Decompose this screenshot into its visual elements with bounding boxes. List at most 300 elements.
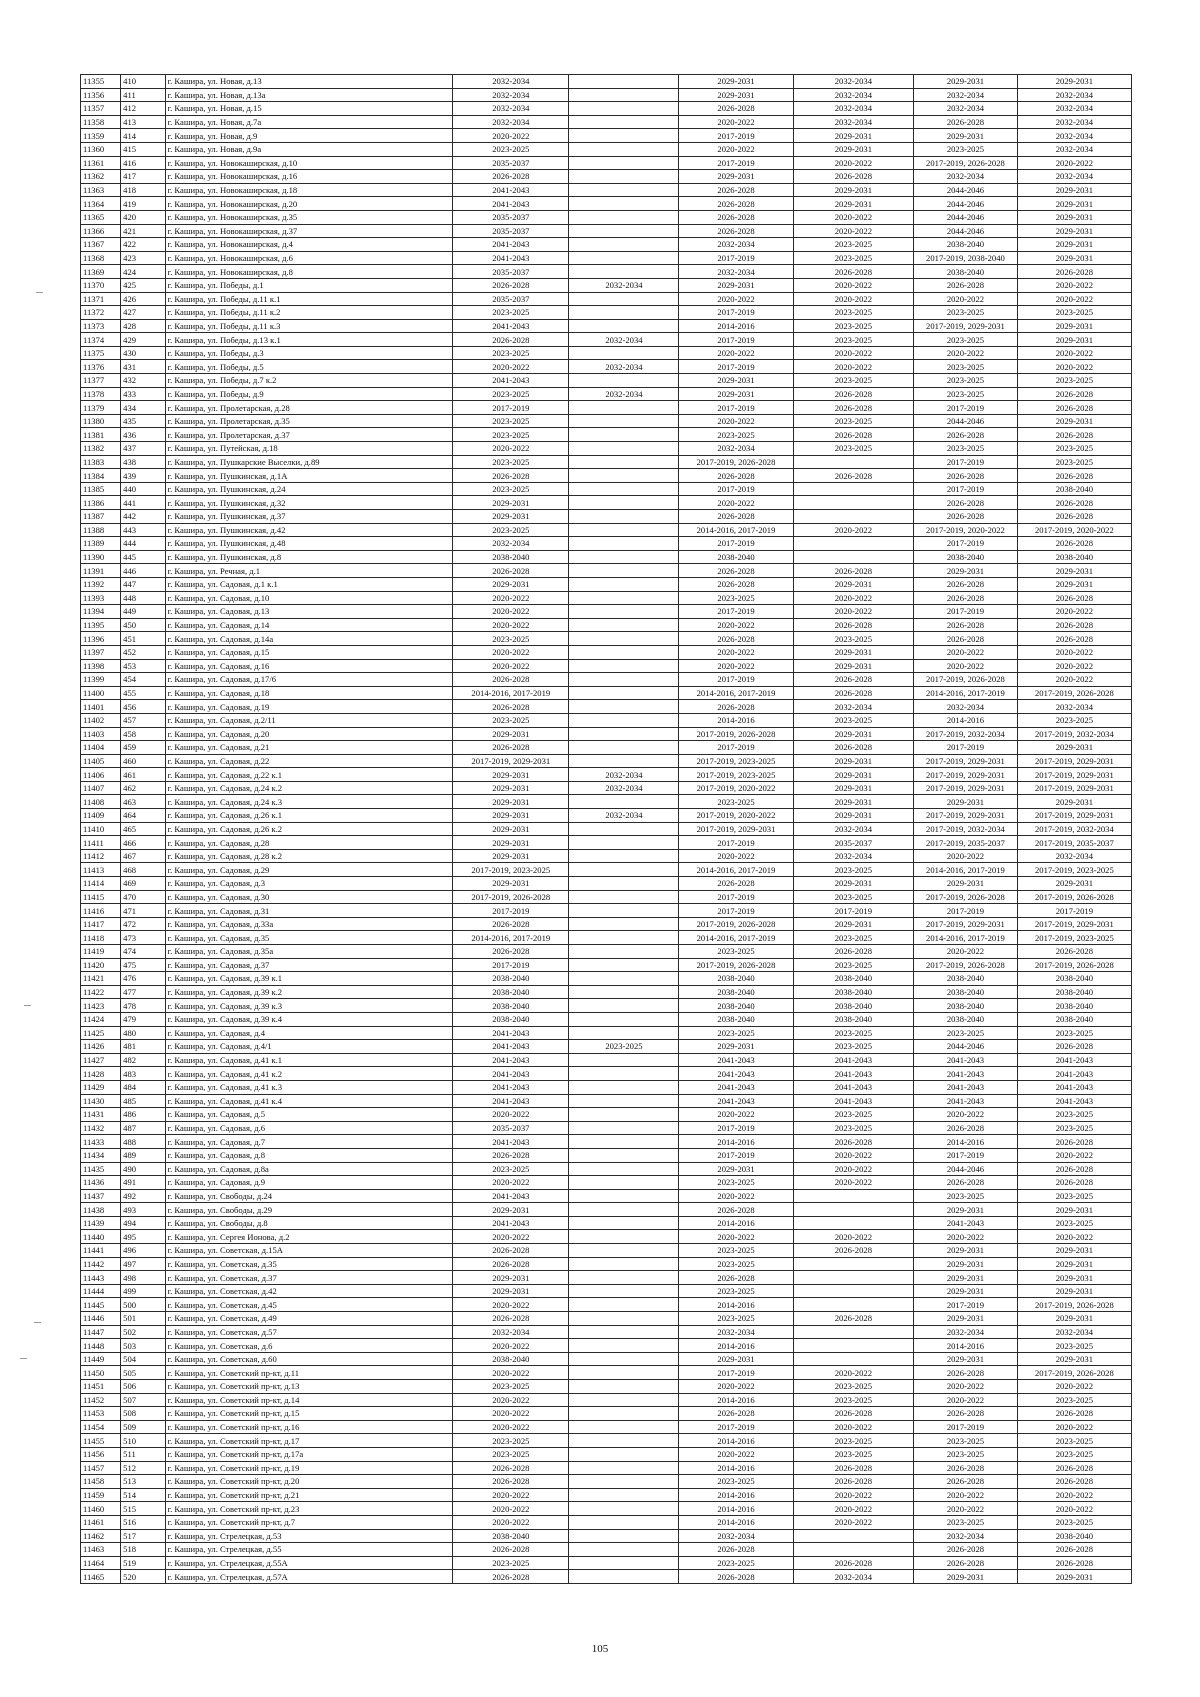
table-row [81,700,1132,714]
cell-period-col-9: 2038-2040 [1017,999,1131,1013]
cell-item-number: 431 [121,360,165,374]
cell-row-number: 11417 [81,917,121,931]
cell-period-col-7 [793,1257,914,1271]
cell-period-col-5 [569,1108,679,1122]
cell-period-col-7: 2026-2028 [793,428,914,442]
table-row [81,1121,1132,1135]
cell-period-col-5 [569,115,679,129]
cell-period-col-9: 2020-2022 [1017,360,1131,374]
cell-period-col-8: 2017-2019, 2029-2031 [914,781,1018,795]
table-row [81,469,1132,483]
cell-period-col-4: 2026-2028 [453,945,569,959]
cell-period-col-6: 2041-2043 [679,1053,793,1067]
cell-item-number: 444 [121,537,165,551]
cell-period-col-6: 2026-2028 [679,469,793,483]
cell-period-col-8: 2032-2034 [914,88,1018,102]
cell-item-number: 452 [121,645,165,659]
cell-row-number: 11375 [81,346,121,360]
cell-item-number: 451 [121,632,165,646]
cell-address: г. Кашира, ул. Советская, д.57 [165,1325,453,1339]
cell-period-col-8: 2023-2025 [914,1026,1018,1040]
cell-period-col-4: 2035-2037 [453,156,569,170]
cell-item-number: 486 [121,1108,165,1122]
cell-period-col-6: 2038-2040 [679,972,793,986]
cell-period-col-8: 2029-2031 [914,1257,1018,1271]
cell-item-number: 516 [121,1515,165,1529]
cell-row-number: 11452 [81,1393,121,1407]
cell-period-col-7: 2029-2031 [793,877,914,891]
cell-period-col-9: 2017-2019 [1017,904,1131,918]
cell-period-col-7 [793,1543,914,1557]
table-row [81,605,1132,619]
cell-item-number: 425 [121,278,165,292]
cell-period-col-9: 2026-2028 [1017,401,1131,415]
table-row [81,360,1132,374]
cell-period-col-6: 2014-2016 [679,1461,793,1475]
cell-period-col-9: 2017-2019, 2023-2025 [1017,931,1131,945]
scan-margin-mark [36,292,43,293]
cell-period-col-8: 2026-2028 [914,115,1018,129]
table-row [81,1135,1132,1149]
cell-address: г. Кашира, ул. Победы, д.13 к.1 [165,333,453,347]
cell-period-col-5 [569,1407,679,1421]
cell-period-col-8: 2032-2034 [914,1325,1018,1339]
cell-period-col-6: 2017-2019, 2026-2028 [679,727,793,741]
cell-period-col-7: 2041-2043 [793,1053,914,1067]
cell-period-col-5 [569,1543,679,1557]
cell-period-col-4: 2026-2028 [453,1312,569,1326]
cell-period-col-8: 2017-2019 [914,1148,1018,1162]
table-row [81,890,1132,904]
cell-row-number: 11440 [81,1230,121,1244]
table-row [81,387,1132,401]
cell-row-number: 11411 [81,836,121,850]
cell-row-number: 11450 [81,1366,121,1380]
table-row [81,1339,1132,1353]
cell-period-col-9: 2020-2022 [1017,1420,1131,1434]
cell-address: г. Кашира, ул. Садовая, д.13 [165,605,453,619]
cell-item-number: 440 [121,482,165,496]
cell-item-number: 488 [121,1135,165,1149]
cell-period-col-7: 2020-2022 [793,591,914,605]
cell-period-col-9: 2023-2025 [1017,1189,1131,1203]
cell-item-number: 497 [121,1257,165,1271]
cell-address: г. Кашира, ул. Путейская, д.18 [165,442,453,456]
cell-period-col-9: 2041-2043 [1017,1053,1131,1067]
cell-period-col-8: 2029-2031 [914,1244,1018,1258]
cell-address: г. Кашира, ул. Советский пр-кт, д.14 [165,1393,453,1407]
cell-period-col-7: 2023-2025 [793,1121,914,1135]
cell-address: г. Кашира, ул. Садовая, д.39 к.4 [165,1012,453,1026]
cell-period-col-6: 2017-2019 [679,1366,793,1380]
cell-row-number: 11385 [81,482,121,496]
cell-row-number: 11412 [81,849,121,863]
cell-period-col-6: 2023-2025 [679,1556,793,1570]
cell-period-col-6: 2023-2025 [679,1244,793,1258]
cell-row-number: 11363 [81,183,121,197]
cell-row-number: 11437 [81,1189,121,1203]
cell-period-col-7: 2038-2040 [793,1012,914,1026]
cell-period-col-4: 2023-2025 [453,387,569,401]
cell-period-col-6: 2038-2040 [679,999,793,1013]
cell-row-number: 11365 [81,210,121,224]
cell-period-col-6: 2026-2028 [679,102,793,116]
cell-period-col-7 [793,1529,914,1543]
cell-item-number: 476 [121,972,165,986]
cell-period-col-5: 2032-2034 [569,278,679,292]
cell-period-col-5 [569,1325,679,1339]
cell-period-col-9: 2017-2019, 2032-2034 [1017,727,1131,741]
cell-period-col-8: 2023-2025 [914,1434,1018,1448]
cell-period-col-8: 2026-2028 [914,1407,1018,1421]
cell-row-number: 11376 [81,360,121,374]
cell-period-col-8: 2017-2019, 2029-2031 [914,809,1018,823]
table-row [81,972,1132,986]
cell-period-col-4: 2029-2031 [453,768,569,782]
cell-period-col-6: 2026-2028 [679,1271,793,1285]
cell-period-col-7: 2017-2019 [793,904,914,918]
cell-period-col-6: 2020-2022 [679,849,793,863]
cell-address: г. Кашира, ул. Садовая, д.8а [165,1162,453,1176]
table-row [81,1040,1132,1054]
cell-period-col-7: 2038-2040 [793,972,914,986]
cell-period-col-8: 2029-2031 [914,75,1018,89]
cell-row-number: 11459 [81,1488,121,1502]
cell-period-col-6: 2026-2028 [679,632,793,646]
cell-address: г. Кашира, ул. Советский пр-кт, д.13 [165,1380,453,1394]
cell-period-col-7: 2032-2034 [793,849,914,863]
cell-row-number: 11438 [81,1203,121,1217]
cell-address: г. Кашира, ул. Новокаширская, д.20 [165,197,453,211]
cell-item-number: 458 [121,727,165,741]
table-row [81,781,1132,795]
cell-period-col-7: 2029-2031 [793,183,914,197]
cell-period-col-8: 2020-2022 [914,945,1018,959]
cell-row-number: 11461 [81,1515,121,1529]
cell-period-col-7: 2032-2034 [793,75,914,89]
cell-period-col-9: 2023-2025 [1017,1515,1131,1529]
cell-period-col-5 [569,972,679,986]
cell-row-number: 11374 [81,333,121,347]
table-row [81,1162,1132,1176]
cell-period-col-8: 2029-2031 [914,1570,1018,1584]
cell-period-col-9: 2038-2040 [1017,972,1131,986]
cell-period-col-7: 2020-2022 [793,1420,914,1434]
cell-address: г. Кашира, ул. Садовая, д.18 [165,686,453,700]
cell-period-col-4: 2041-2043 [453,251,569,265]
cell-period-col-9: 2020-2022 [1017,1502,1131,1516]
cell-period-col-4: 2023-2025 [453,142,569,156]
cell-period-col-7: 2029-2031 [793,917,914,931]
cell-item-number: 485 [121,1094,165,1108]
cell-item-number: 438 [121,455,165,469]
cell-address: г. Кашира, ул. Садовая, д.37 [165,958,453,972]
cell-row-number: 11429 [81,1080,121,1094]
cell-address: г. Кашира, ул. Победы, д.11 к.1 [165,292,453,306]
cell-period-col-6: 2017-2019 [679,251,793,265]
cell-period-col-9: 2038-2040 [1017,550,1131,564]
cell-period-col-7: 2023-2025 [793,1434,914,1448]
cell-period-col-4: 2041-2043 [453,1026,569,1040]
table-row [81,1216,1132,1230]
cell-row-number: 11407 [81,781,121,795]
cell-period-col-6: 2017-2019 [679,1121,793,1135]
table-row [81,985,1132,999]
cell-row-number: 11386 [81,496,121,510]
cell-period-col-7: 2026-2028 [793,265,914,279]
cell-row-number: 11431 [81,1108,121,1122]
cell-period-col-8: 2038-2040 [914,1012,1018,1026]
cell-period-col-6: 2014-2016, 2017-2019 [679,931,793,945]
cell-item-number: 434 [121,401,165,415]
table-row [81,1475,1132,1489]
cell-row-number: 11381 [81,428,121,442]
cell-period-col-5 [569,374,679,388]
cell-item-number: 483 [121,1067,165,1081]
cell-address: г. Кашира, ул. Садовая, д.41 к.1 [165,1053,453,1067]
cell-period-col-5 [569,401,679,415]
cell-period-col-6: 2026-2028 [679,510,793,524]
cell-period-col-6: 2029-2031 [679,75,793,89]
cell-period-col-9: 2029-2031 [1017,75,1131,89]
cell-period-col-5 [569,469,679,483]
cell-period-col-5 [569,673,679,687]
cell-period-col-5 [569,1352,679,1366]
cell-period-col-5 [569,917,679,931]
cell-row-number: 11441 [81,1244,121,1258]
table-row [81,1502,1132,1516]
cell-period-col-8: 2023-2025 [914,1447,1018,1461]
cell-address: г. Кашира, ул. Победы, д.11 к.3 [165,319,453,333]
table-row [81,1556,1132,1570]
cell-item-number: 513 [121,1475,165,1489]
cell-period-col-5 [569,645,679,659]
cell-period-col-9: 2023-2025 [1017,1434,1131,1448]
cell-period-col-4: 2041-2043 [453,238,569,252]
cell-period-col-5 [569,1556,679,1570]
cell-period-col-4: 2023-2025 [453,1162,569,1176]
cell-period-col-4: 2029-2031 [453,510,569,524]
scan-margin-mark [20,1358,27,1359]
cell-period-col-9: 2020-2022 [1017,278,1131,292]
cell-period-col-5 [569,183,679,197]
cell-address: г. Кашира, ул. Советская, д.49 [165,1312,453,1326]
cell-row-number: 11457 [81,1461,121,1475]
cell-period-col-8: 2017-2019, 2038-2040 [914,251,1018,265]
cell-period-col-6: 2026-2028 [679,1543,793,1557]
cell-period-col-6: 2020-2022 [679,659,793,673]
cell-period-col-6: 2029-2031 [679,88,793,102]
cell-row-number: 11362 [81,170,121,184]
cell-period-col-4: 2029-2031 [453,822,569,836]
cell-item-number: 492 [121,1189,165,1203]
cell-item-number: 499 [121,1284,165,1298]
cell-row-number: 11380 [81,414,121,428]
cell-period-col-5 [569,523,679,537]
table-row [81,999,1132,1013]
cell-period-col-4: 2026-2028 [453,564,569,578]
cell-period-col-8: 2017-2019, 2026-2028 [914,673,1018,687]
cell-period-col-7: 2020-2022 [793,360,914,374]
cell-period-col-6: 2026-2028 [679,564,793,578]
scan-margin-mark [34,1322,41,1323]
cell-row-number: 11399 [81,673,121,687]
cell-item-number: 515 [121,1502,165,1516]
table-row [81,1488,1132,1502]
table-row [81,809,1132,823]
cell-item-number: 410 [121,75,165,89]
cell-address: г. Кашира, ул. Садовая, д.5 [165,1108,453,1122]
cell-period-col-8: 2017-2019, 2035-2037 [914,836,1018,850]
cell-period-col-4: 2020-2022 [453,1393,569,1407]
cell-period-col-8: 2023-2025 [914,142,1018,156]
cell-address: г. Кашира, ул. Садовая, д.22 [165,754,453,768]
cell-period-col-8: 2038-2040 [914,972,1018,986]
table-row [81,428,1132,442]
cell-address: г. Кашира, ул. Садовая, д.15 [165,645,453,659]
cell-period-col-9: 2029-2031 [1017,1312,1131,1326]
cell-period-col-5 [569,319,679,333]
cell-period-col-9: 2026-2028 [1017,632,1131,646]
table-row [81,523,1132,537]
cell-period-col-5 [569,591,679,605]
cell-period-col-6: 2032-2034 [679,265,793,279]
cell-address: г. Кашира, ул. Советская, д.45 [165,1298,453,1312]
cell-period-col-4: 2029-2031 [453,795,569,809]
cell-period-col-9: 2029-2031 [1017,238,1131,252]
cell-row-number: 11433 [81,1135,121,1149]
cell-address: г. Кашира, ул. Советская, д.6 [165,1339,453,1353]
cell-period-col-4: 2020-2022 [453,1366,569,1380]
table-row [81,754,1132,768]
cell-item-number: 498 [121,1271,165,1285]
cell-row-number: 11403 [81,727,121,741]
cell-period-col-8: 2029-2031 [914,877,1018,891]
cell-period-col-7: 2026-2028 [793,1407,914,1421]
cell-period-col-8: 2023-2025 [914,306,1018,320]
cell-period-col-7 [793,455,914,469]
cell-address: г. Кашира, ул. Новая, д.7а [165,115,453,129]
cell-period-col-9: 2032-2034 [1017,170,1131,184]
cell-row-number: 11421 [81,972,121,986]
cell-period-col-5 [569,618,679,632]
cell-item-number: 480 [121,1026,165,1040]
cell-period-col-6: 2014-2016 [679,1135,793,1149]
cell-period-col-8: 2017-2019 [914,455,1018,469]
cell-period-col-9: 2023-2025 [1017,713,1131,727]
cell-address: г. Кашира, ул. Пушкинская, д.32 [165,496,453,510]
cell-period-col-8: 2014-2016 [914,713,1018,727]
cell-period-col-5 [569,1094,679,1108]
cell-item-number: 510 [121,1434,165,1448]
cell-period-col-8: 2029-2031 [914,1284,1018,1298]
cell-period-col-7: 2026-2028 [793,1556,914,1570]
cell-period-col-7: 2023-2025 [793,1040,914,1054]
cell-address: г. Кашира, ул. Садовая, д.4/1 [165,1040,453,1054]
cell-period-col-6: 2023-2025 [679,1284,793,1298]
cell-period-col-8: 2026-2028 [914,1121,1018,1135]
schedule-table [80,74,1132,1584]
cell-row-number: 11419 [81,945,121,959]
cell-item-number: 423 [121,251,165,265]
cell-period-col-5 [569,1312,679,1326]
cell-address: г. Кашира, ул. Садовая, д.3 [165,877,453,891]
table-row [81,346,1132,360]
cell-period-col-9: 2026-2028 [1017,428,1131,442]
cell-period-col-8: 2017-2019 [914,537,1018,551]
cell-row-number: 11368 [81,251,121,265]
cell-address: г. Кашира, ул. Победы, д.5 [165,360,453,374]
cell-period-col-9: 2023-2025 [1017,455,1131,469]
cell-period-col-4: 2032-2034 [453,102,569,116]
table-row [81,374,1132,388]
cell-period-col-9: 2023-2025 [1017,1447,1131,1461]
cell-address: г. Кашира, ул. Пролетарская, д.28 [165,401,453,415]
cell-address: г. Кашира, ул. Советский пр-кт, д.15 [165,1407,453,1421]
table-row [81,455,1132,469]
cell-period-col-8: 2032-2034 [914,1529,1018,1543]
cell-period-col-8: 2023-2025 [914,442,1018,456]
cell-period-col-4: 2023-2025 [453,428,569,442]
cell-period-col-9: 2023-2025 [1017,442,1131,456]
table-row [81,1380,1132,1394]
cell-period-col-9: 2029-2031 [1017,877,1131,891]
cell-row-number: 11432 [81,1121,121,1135]
cell-period-col-8: 2026-2028 [914,1461,1018,1475]
cell-address: г. Кашира, ул. Победы, д.1 [165,278,453,292]
cell-period-col-9: 2029-2031 [1017,197,1131,211]
cell-period-col-6: 2041-2043 [679,1080,793,1094]
cell-address: г. Кашира, ул. Садовая, д.20 [165,727,453,741]
cell-period-col-4: 2023-2025 [453,482,569,496]
cell-period-col-6: 2026-2028 [679,1203,793,1217]
cell-period-col-7: 2032-2034 [793,1570,914,1584]
cell-item-number: 437 [121,442,165,456]
cell-period-col-5: 2023-2025 [569,1040,679,1054]
cell-period-col-5 [569,156,679,170]
cell-period-col-8: 2017-2019, 2032-2034 [914,822,1018,836]
cell-item-number: 472 [121,917,165,931]
cell-row-number: 11392 [81,577,121,591]
cell-period-col-4: 2029-2031 [453,781,569,795]
cell-row-number: 11405 [81,754,121,768]
cell-item-number: 502 [121,1325,165,1339]
cell-period-col-7: 2035-2037 [793,836,914,850]
cell-period-col-8: 2038-2040 [914,999,1018,1013]
cell-row-number: 11389 [81,537,121,551]
cell-period-col-6: 2020-2022 [679,618,793,632]
cell-period-col-6: 2032-2034 [679,1529,793,1543]
cell-row-number: 11427 [81,1053,121,1067]
cell-row-number: 11382 [81,442,121,456]
cell-row-number: 11451 [81,1380,121,1394]
cell-address: г. Кашира, ул. Советская, д.35 [165,1257,453,1271]
cell-address: г. Кашира, ул. Садовая, д.35 [165,931,453,945]
table-row [81,673,1132,687]
cell-period-col-9: 2026-2028 [1017,537,1131,551]
cell-address: г. Кашира, ул. Новая, д.9 [165,129,453,143]
cell-period-col-5 [569,1380,679,1394]
cell-row-number: 11435 [81,1162,121,1176]
cell-period-col-9: 2026-2028 [1017,1475,1131,1489]
cell-address: г. Кашира, ул. Садовая, д.24 к.3 [165,795,453,809]
cell-period-col-5 [569,659,679,673]
cell-period-col-4: 2020-2022 [453,1515,569,1529]
table-row [81,224,1132,238]
cell-period-col-7: 2041-2043 [793,1094,914,1108]
cell-period-col-4: 2017-2019 [453,401,569,415]
cell-item-number: 424 [121,265,165,279]
